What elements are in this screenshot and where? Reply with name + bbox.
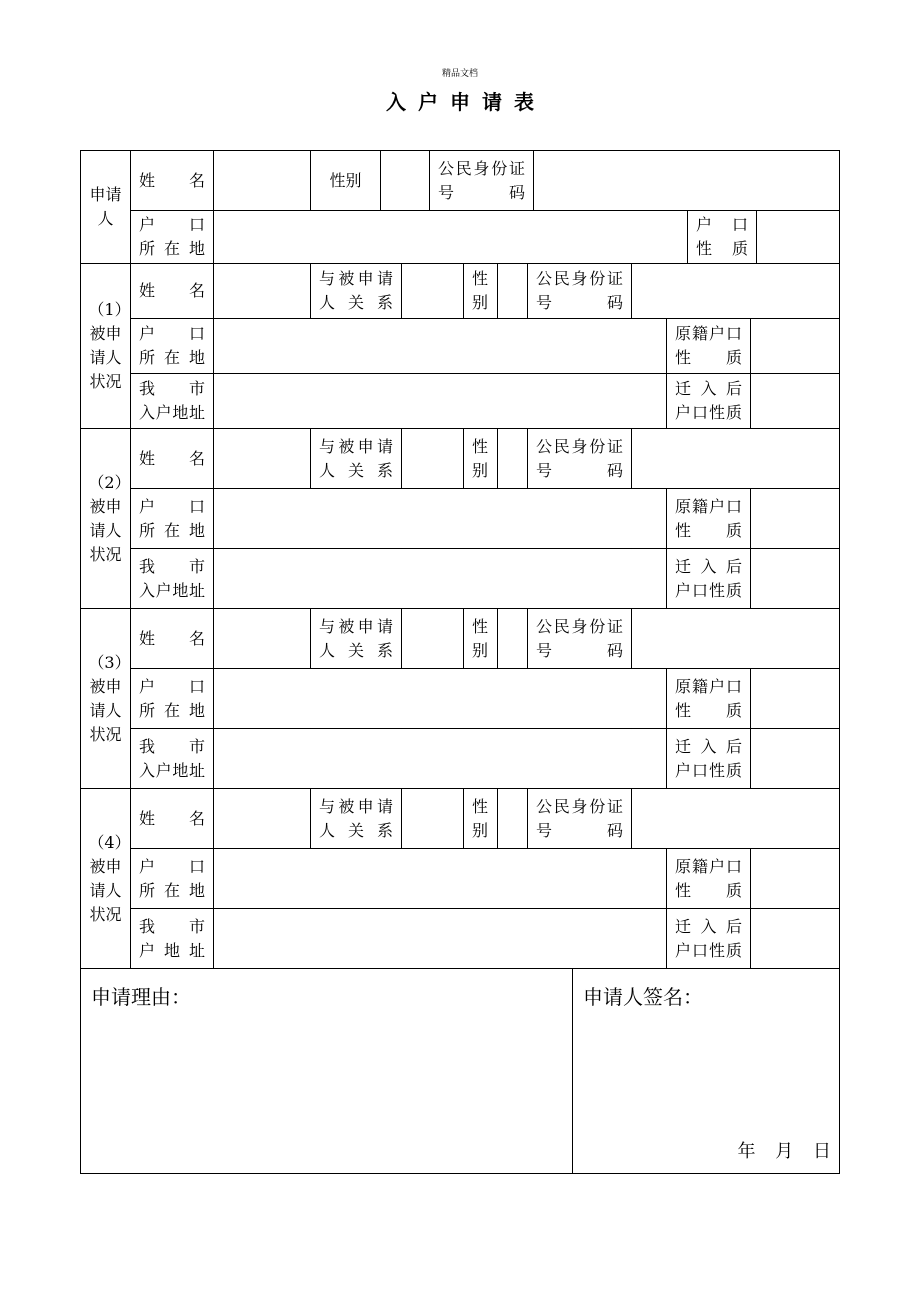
person-4-orig-nature-label: 原籍户口 性质 — [667, 849, 751, 909]
person-1-after-nature-label: 迁入后 户口性质 — [667, 374, 751, 429]
reason-section[interactable] — [81, 969, 573, 1173]
person-2-gender-label: 性 别 — [464, 429, 498, 489]
person-2-hukou-location-field[interactable] — [214, 489, 667, 549]
person-3-address-field[interactable] — [214, 729, 667, 789]
applicant-hukou-location-label: 户口 所在地 — [131, 211, 214, 264]
person-2-orig-nature-field[interactable] — [751, 489, 839, 549]
person-2-address-field[interactable] — [214, 549, 667, 609]
person-2-after-nature-field[interactable] — [751, 549, 839, 609]
person-4-after-nature-label: 迁入后 户口性质 — [667, 909, 751, 969]
person-3-relation-label: 与被申请 人关系 — [311, 609, 402, 669]
person-3-hukou-location-label: 户口 所在地 — [131, 669, 214, 729]
person-3-address-label: 我市 入户地址 — [131, 729, 214, 789]
applicant-name-label: 姓名 — [131, 151, 214, 211]
person-4-after-nature-field[interactable] — [751, 909, 839, 969]
person-3-id-label: 公民身份证 号码 — [528, 609, 632, 669]
person-4-orig-nature-field[interactable] — [751, 849, 839, 909]
reason-label: 申请理由： — [91, 985, 191, 1009]
person-4-gender-field[interactable] — [498, 789, 528, 849]
header-note: 精品文档 — [441, 69, 478, 79]
person-3-gender-field[interactable] — [498, 609, 528, 669]
page-title: 入户申请表 — [386, 90, 546, 114]
person-1-after-nature-field[interactable] — [751, 374, 839, 429]
person-4-group-label: （4）被申请人状况 — [81, 789, 131, 969]
person-4-id-label: 公民身份证 号码 — [528, 789, 632, 849]
person-3-name-field[interactable] — [214, 609, 311, 669]
person-4-id-field[interactable] — [632, 789, 839, 849]
person-2-relation-label: 与被申请 人关系 — [311, 429, 402, 489]
person-4-relation-field[interactable] — [402, 789, 464, 849]
person-3-after-nature-label: 迁入后 户口性质 — [667, 729, 751, 789]
person-1-relation-field[interactable] — [402, 264, 464, 319]
person-3-name-label: 姓名 — [131, 609, 214, 669]
applicant-hukou-nature-field[interactable] — [757, 211, 839, 264]
person-1-orig-nature-label: 原籍户口 性质 — [667, 319, 751, 374]
applicant-hukou-location-field[interactable] — [214, 211, 688, 264]
person-1-relation-label: 与被申请 人关系 — [311, 264, 402, 319]
person-1-group-label: （1）被申请人状况 — [81, 264, 131, 429]
person-3-id-field[interactable] — [632, 609, 839, 669]
person-1-id-field[interactable] — [632, 264, 839, 319]
person-3-hukou-location-field[interactable] — [214, 669, 667, 729]
person-3-orig-nature-label: 原籍户口 性质 — [667, 669, 751, 729]
signature-label: 申请人签名： — [583, 985, 703, 1009]
person-3-relation-field[interactable] — [402, 609, 464, 669]
person-2-gender-field[interactable] — [498, 429, 528, 489]
application-form-table — [80, 150, 840, 1174]
person-1-gender-field[interactable] — [498, 264, 528, 319]
person-2-group-label: （2）被申请人状况 — [81, 429, 131, 609]
person-1-address-field[interactable] — [214, 374, 667, 429]
person-1-gender-label: 性 别 — [464, 264, 498, 319]
person-4-gender-label: 性 别 — [464, 789, 498, 849]
person-4-name-field[interactable] — [214, 789, 311, 849]
person-3-after-nature-field[interactable] — [751, 729, 839, 789]
person-4-hukou-location-field[interactable] — [214, 849, 667, 909]
signature-section[interactable] — [573, 969, 839, 1173]
person-4-address-label: 我市 户地址 — [131, 909, 214, 969]
applicant-id-label: 公民身份证 号码 — [430, 151, 534, 211]
applicant-gender-field[interactable] — [381, 151, 430, 211]
person-2-orig-nature-label: 原籍户口 性质 — [667, 489, 751, 549]
person-3-orig-nature-field[interactable] — [751, 669, 839, 729]
person-2-name-label: 姓名 — [131, 429, 214, 489]
person-1-address-label: 我市 入户地址 — [131, 374, 214, 429]
applicant-group-label: 申请人 — [81, 151, 131, 264]
person-2-relation-field[interactable] — [402, 429, 464, 489]
date-label: 年 月 日 — [737, 1141, 831, 1162]
person-2-address-label: 我市 入户地址 — [131, 549, 214, 609]
person-1-id-label: 公民身份证 号码 — [528, 264, 632, 319]
person-1-name-label: 姓名 — [131, 264, 214, 319]
person-2-after-nature-label: 迁入后 户口性质 — [667, 549, 751, 609]
applicant-gender-label: 性别 — [311, 151, 381, 211]
applicant-name-field[interactable] — [214, 151, 311, 211]
person-3-gender-label: 性 别 — [464, 609, 498, 669]
person-3-group-label: （3）被申请人状况 — [81, 609, 131, 789]
person-2-name-field[interactable] — [214, 429, 311, 489]
person-4-hukou-location-label: 户口 所在地 — [131, 849, 214, 909]
person-4-relation-label: 与被申请 人关系 — [311, 789, 402, 849]
person-1-name-field[interactable] — [214, 264, 311, 319]
person-2-id-field[interactable] — [632, 429, 839, 489]
person-2-id-label: 公民身份证 号码 — [528, 429, 632, 489]
person-2-hukou-location-label: 户口 所在地 — [131, 489, 214, 549]
person-1-hukou-location-label: 户口 所在地 — [131, 319, 214, 374]
person-1-orig-nature-field[interactable] — [751, 319, 839, 374]
applicant-hukou-nature-label: 户口 性质 — [688, 211, 757, 264]
applicant-id-field[interactable] — [534, 151, 839, 211]
person-1-hukou-location-field[interactable] — [214, 319, 667, 374]
person-4-address-field[interactable] — [214, 909, 667, 969]
person-4-name-label: 姓名 — [131, 789, 214, 849]
